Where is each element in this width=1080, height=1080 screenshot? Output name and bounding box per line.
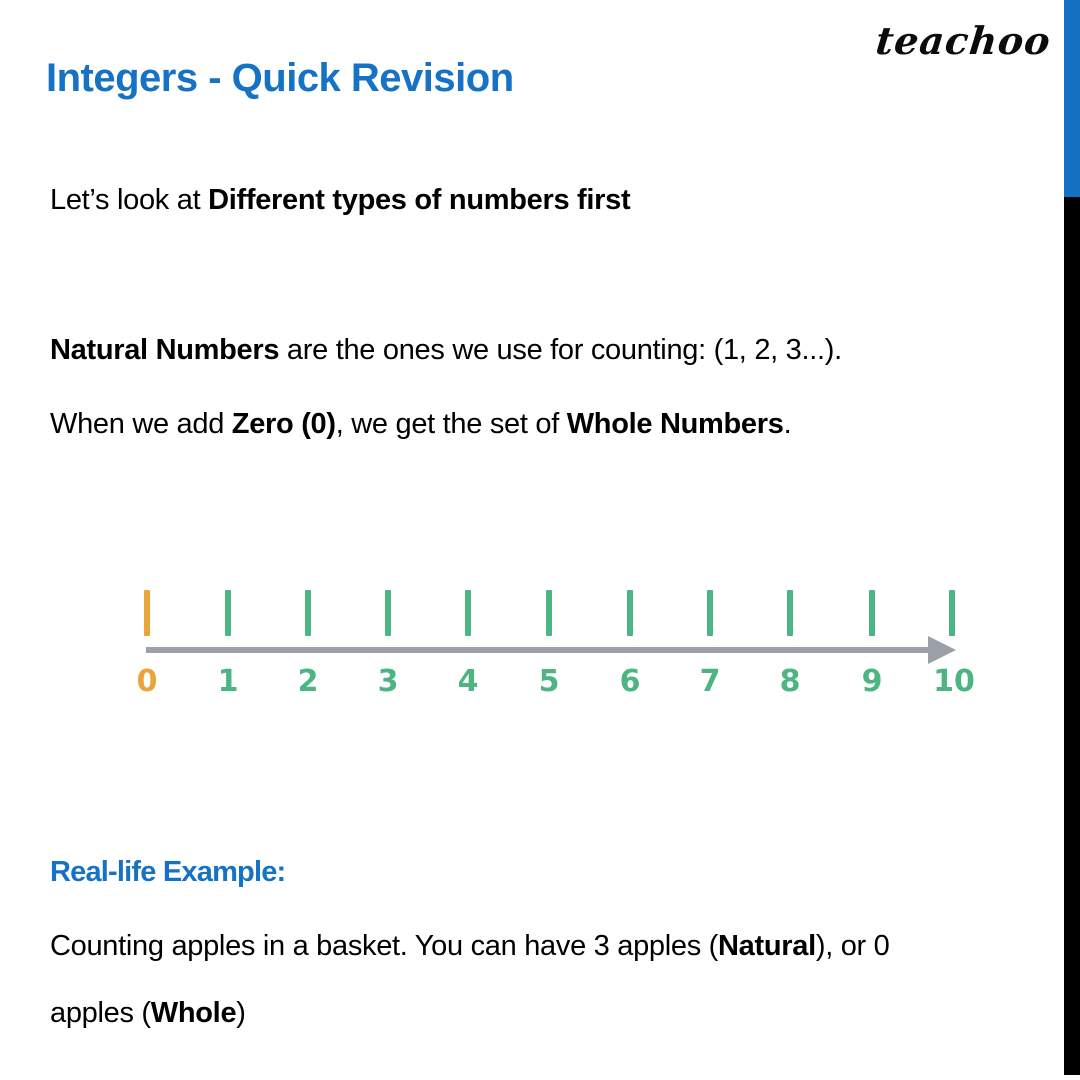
tick-5: [546, 590, 552, 636]
tick-0: [144, 590, 150, 636]
label-7: 7: [699, 664, 721, 699]
label-2: 2: [297, 664, 319, 699]
whole-numbers-term: Whole Numbers: [566, 408, 784, 440]
whole-term: Whole: [150, 997, 237, 1029]
teachoo-logo: teachoo: [873, 18, 1054, 63]
side-accent-bar-black: [1064, 197, 1080, 1075]
tick-4: [465, 590, 471, 636]
tick-9: [869, 590, 875, 636]
page-title: Integers - Quick Revision: [46, 56, 514, 100]
tick-3: [385, 590, 391, 636]
number-line-axis: [146, 647, 932, 653]
label-5: 5: [538, 664, 560, 699]
example-heading: Real-life Example:: [50, 856, 286, 888]
zero-term: Zero (0): [231, 408, 336, 440]
natural-numbers-definition: are the ones we use for counting: (1, 2, 3...).: [279, 334, 842, 366]
intro-prefix: Let’s look at: [50, 184, 209, 216]
whole-text-3: .: [783, 408, 792, 440]
label-4: 4: [457, 664, 479, 699]
side-accent-bar-blue: [1064, 0, 1080, 197]
tick-6: [627, 590, 633, 636]
tick-10: [949, 590, 955, 636]
arrow-right-icon: [928, 636, 956, 664]
natural-numbers-term: Natural Numbers: [50, 334, 280, 366]
intro-bold: Different types of numbers first: [208, 184, 631, 216]
label-1: 1: [217, 664, 239, 699]
example-line-2: [50, 997, 246, 1030]
example-text-2: ), or 0: [815, 930, 890, 962]
label-0: 0: [136, 664, 158, 699]
whole-text-2: , we get the set of: [335, 408, 567, 440]
label-8: 8: [779, 664, 801, 699]
label-6: 6: [619, 664, 641, 699]
natural-term: Natural: [718, 930, 816, 962]
label-3: 3: [377, 664, 399, 699]
whole-numbers-line: [50, 408, 791, 441]
tick-2: [305, 590, 311, 636]
example-text-3: apples (: [50, 997, 151, 1029]
tick-7: [707, 590, 713, 636]
label-10: 10: [933, 664, 975, 699]
example-text-4: ): [236, 997, 246, 1029]
example-text-1: Counting apples in a basket. You can have 3 apples (: [50, 930, 719, 962]
label-9: 9: [861, 664, 883, 699]
whole-text-1: When we add: [50, 408, 232, 440]
tick-8: [787, 590, 793, 636]
natural-numbers-line: [50, 334, 842, 367]
intro-line: [50, 184, 630, 217]
example-line-1: [50, 930, 890, 963]
tick-1: [225, 590, 231, 636]
